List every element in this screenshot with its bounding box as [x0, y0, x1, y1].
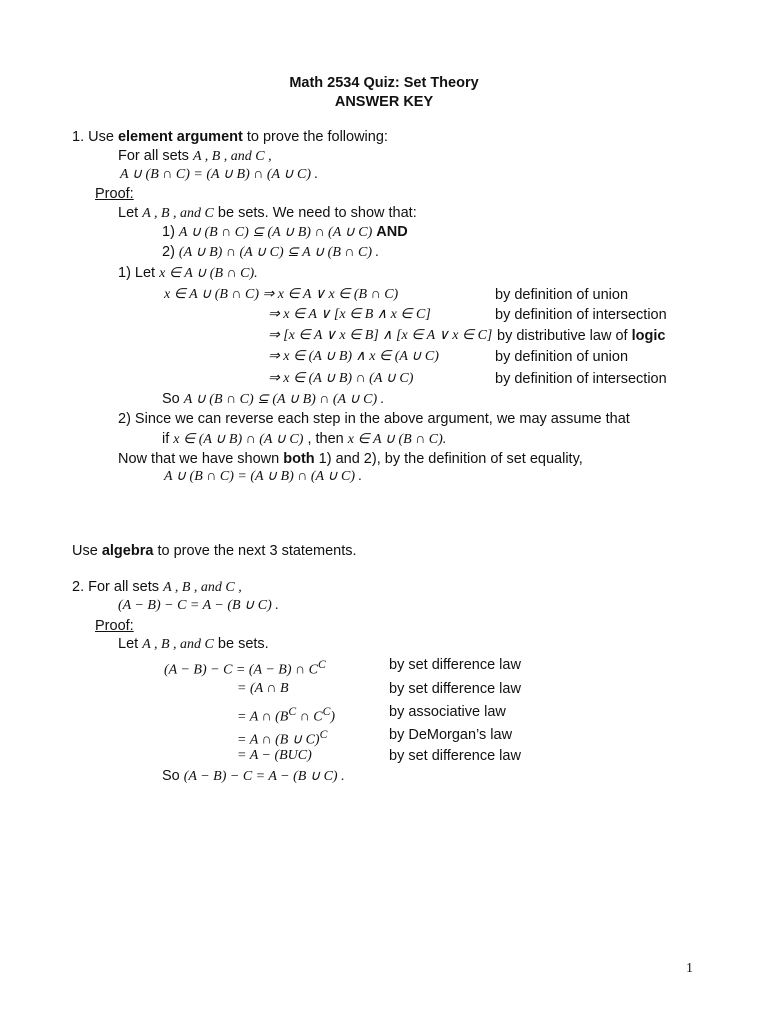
q1-show-1-and: AND: [376, 224, 408, 240]
q1-step-expr: ⇒ x ∈ A ∨ [x ∈ B ∧ x ∈ C]: [268, 307, 431, 322]
q1-let-x: [118, 264, 258, 283]
q1-step-reason-bold: logic: [631, 328, 666, 344]
q1-show-1-math: A ∪ (B ∩ C) ⊆ (A ∪ B) ∩ (A ∪ C): [178, 225, 373, 240]
q2-step-expr-text: = A ∩ (B ∪ C): [237, 732, 320, 748]
q1-let: [118, 204, 417, 223]
q2-so-math: (A − B) − C = A − (B ∪ C) .: [183, 769, 345, 784]
q2-let-text-end: be sets.: [213, 636, 269, 652]
q1-conclusion: A ∪ (B ∩ C) = (A ∪ B) ∩ (A ∪ C) .: [164, 469, 363, 484]
q2-let: [118, 635, 269, 654]
q2-step-sup: C: [319, 728, 328, 741]
document-subtitle: ANSWER KEY: [334, 94, 434, 110]
q2-let-text: Let: [118, 636, 143, 652]
q1-if-mid: , then: [303, 431, 348, 447]
q1-forall-math: A , B , and C ,: [192, 149, 272, 164]
q1-if: [162, 430, 446, 449]
q1-so: [162, 390, 384, 409]
q2-step-expr: = (A ∩ B: [237, 681, 289, 696]
q2-proof-label: Proof:: [95, 618, 134, 634]
algebra-intro-bold: algebra: [101, 543, 154, 559]
q2-step-reason: by associative law: [389, 704, 506, 720]
q2-step-reason: by set difference law: [389, 748, 521, 764]
q1-show-2-num: 2): [162, 244, 179, 260]
q1-if-math: x ∈ (A ∪ B) ∩ (A ∪ C): [173, 432, 304, 447]
q2-step-expr: [164, 656, 326, 680]
q2-statement: (A − B) − C = A − (B ∪ C) .: [118, 598, 279, 613]
q1-let-text-end: be sets. We need to show that:: [213, 205, 417, 221]
q1-step-reason: by definition of intersection: [495, 371, 667, 387]
q1-let-x-text: 1) Let: [118, 265, 160, 281]
q1-so-text: So: [162, 391, 184, 407]
q2-step-expr: = A − (BUC): [237, 748, 312, 763]
algebra-intro: [72, 542, 357, 560]
q1-now-bold: both: [283, 451, 315, 467]
q1-show-2-math: (A ∪ B) ∩ (A ∪ C) ⊆ A ∪ (B ∩ C) .: [178, 245, 380, 260]
q1-now-text: Now that we have shown: [118, 451, 284, 467]
q1-show-1: [162, 223, 408, 242]
q1-show-1-num: 1): [162, 224, 179, 240]
q1-step-reason: by definition of intersection: [495, 307, 667, 323]
q2-step-reason: by set difference law: [389, 681, 521, 697]
q1-prompt-text-end: to prove the following:: [242, 129, 388, 145]
q1-proof-label: Proof:: [95, 186, 134, 202]
q1-let-math: A , B , and C: [142, 206, 214, 221]
q1-step-expr: x ∈ A ∪ (B ∩ C) ⇒ x ∈ A ∨ x ∈ (B ∩ C): [164, 287, 399, 302]
q1-let-text: Let: [118, 205, 143, 221]
q1-show-2: [162, 243, 379, 262]
algebra-intro-text-end: to prove the next 3 statements.: [153, 543, 357, 559]
document-title: Math 2534 Quiz: Set Theory: [289, 75, 479, 91]
q1-statement: A ∪ (B ∩ C) = (A ∪ B) ∩ (A ∪ C) .: [120, 167, 319, 182]
q2-so-text: So: [162, 768, 184, 784]
q2-step-expr-text: (A − B) − C = (A − B) ∩ C: [164, 662, 318, 678]
q1-now-text-end: 1) and 2), by the definition of set equality,: [314, 451, 583, 467]
q1-prompt-text: 1. Use: [72, 129, 118, 145]
q1-step-reason: by definition of union: [495, 349, 629, 365]
q2-let-math: A , B , and C: [142, 637, 214, 652]
q1-if-math-2: x ∈ A ∪ (B ∩ C).: [347, 432, 447, 447]
q2-prompt: [72, 578, 242, 597]
q1-step-expr: ⇒ x ∈ (A ∪ B) ∧ x ∈ (A ∪ C): [268, 349, 439, 364]
q2-step-expr: = A ∩ ($B^C$ ∩ $C^C$): [237, 705, 336, 725]
q2-prompt-text: 2. For all sets: [72, 579, 164, 595]
q2-so: [162, 767, 345, 786]
q1-forall: [118, 147, 272, 166]
q2-step-sup: C: [317, 658, 326, 671]
q1-if-text: if: [162, 431, 174, 447]
q1-step-reason-text: by distributive law of: [497, 328, 632, 344]
q1-so-math: A ∪ (B ∩ C) ⊆ (A ∪ B) ∩ (A ∪ C) .: [183, 392, 385, 407]
q1-prompt: [72, 128, 388, 146]
q1-step-reason: [497, 327, 665, 345]
q2-step-reason: by set difference law: [389, 657, 521, 673]
page-number: 1: [686, 961, 693, 976]
q1-step-expr: ⇒ x ∈ (A ∪ B) ∩ (A ∪ C): [268, 371, 414, 386]
q1-let-x-math: x ∈ A ∪ (B ∩ C).: [159, 266, 258, 281]
q1-step-reason: by definition of union: [495, 287, 629, 303]
q1-now: [118, 450, 583, 468]
q1-prompt-bold: element argument: [117, 129, 243, 145]
algebra-intro-text: Use: [72, 543, 102, 559]
q2-step-reason: by DeMorgan’s law: [389, 727, 513, 743]
q1-step-expr: ⇒ [x ∈ A ∨ x ∈ B] ∧ [x ∈ A ∨ x ∈ C]: [268, 328, 493, 343]
q2-prompt-math: A , B , and C ,: [163, 580, 242, 595]
q1-part-2: 2) Since we can reverse each step in the above argument, we may assume that: [118, 411, 630, 427]
q1-forall-text: For all sets: [118, 148, 193, 164]
